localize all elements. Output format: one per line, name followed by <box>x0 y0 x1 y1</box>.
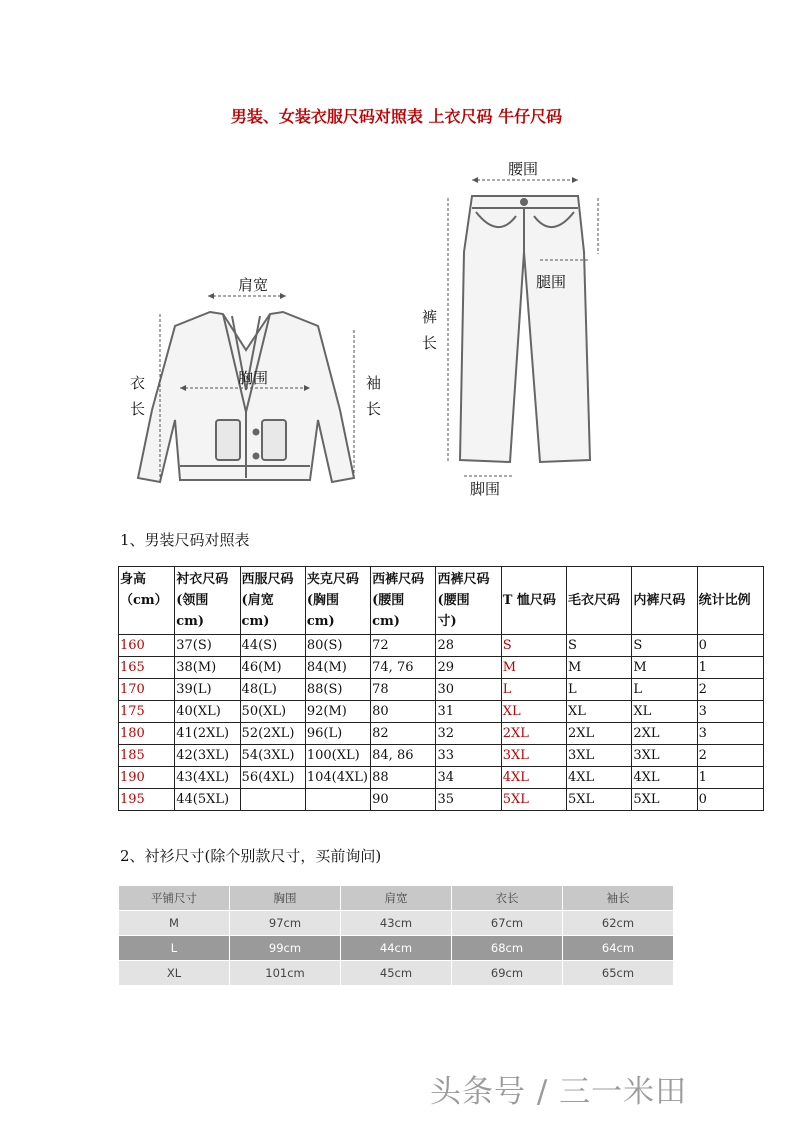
table-cell <box>240 789 305 811</box>
table-cell: 68cm <box>452 936 562 960</box>
column-header <box>501 567 566 635</box>
table-cell: 34 <box>436 767 501 789</box>
column-header-line: 内裤尺码 <box>633 593 686 608</box>
table-cell: 50(XL) <box>240 701 305 723</box>
table-cell: 54(3XL) <box>240 745 305 767</box>
table-row <box>119 701 764 723</box>
table-cell: 3XL <box>501 745 566 767</box>
table-cell: 72 <box>371 635 436 657</box>
table-cell: 35 <box>436 789 501 811</box>
pants-length-label-1: 裤 <box>422 308 438 326</box>
column-header-line: 身高 <box>120 572 147 587</box>
table-row <box>119 635 764 657</box>
table-cell <box>305 789 370 811</box>
table-cell: 3XL <box>632 745 697 767</box>
column-header-line: (胸围 <box>306 593 339 608</box>
column-header <box>697 567 763 635</box>
pants-length-label-2: 长 <box>422 334 438 352</box>
table-cell: 41(2XL) <box>175 723 240 745</box>
column-header: 衣长 <box>452 886 562 910</box>
waist-label: 腰围 <box>508 160 539 178</box>
table-cell: 33 <box>436 745 501 767</box>
table-cell: 52(2XL) <box>240 723 305 745</box>
table-cell: 185 <box>119 745 175 767</box>
table-cell: 44cm <box>341 936 451 960</box>
table-cell: 2XL <box>501 723 566 745</box>
table-header-row <box>119 567 764 635</box>
table-cell: S <box>632 635 697 657</box>
column-header-line: 衬衣尺码 <box>176 572 229 587</box>
jacket-length-label-1: 衣 <box>130 374 146 392</box>
table-cell: XL <box>567 701 632 723</box>
table-cell: 38(M) <box>175 657 240 679</box>
table-cell: 175 <box>119 701 175 723</box>
table-row <box>119 767 764 789</box>
table-row <box>119 911 673 935</box>
column-header: 平铺尺寸 <box>119 886 229 910</box>
table-cell: 165 <box>119 657 175 679</box>
shoulder-width-label: 肩宽 <box>238 276 269 294</box>
table-cell: L <box>501 679 566 701</box>
table-cell: XL <box>119 961 229 985</box>
table-cell: L <box>632 679 697 701</box>
table-cell: 104(4XL) <box>305 767 370 789</box>
table-cell: 5XL <box>501 789 566 811</box>
column-header <box>371 567 436 635</box>
table-cell: 5XL <box>567 789 632 811</box>
table-cell: 88 <box>371 767 436 789</box>
table-cell: 44(5XL) <box>175 789 240 811</box>
column-header-line: 西服尺码 <box>241 572 294 587</box>
column-header <box>305 567 370 635</box>
column-header-line: 统计比例 <box>698 593 751 608</box>
table-row <box>119 936 673 960</box>
table-cell: 45cm <box>341 961 451 985</box>
sleeve-length-label-1: 袖 <box>366 374 382 392</box>
table-cell: S <box>501 635 566 657</box>
column-header-line: 西裤尺码 <box>437 572 490 587</box>
table-row <box>119 679 764 701</box>
table-cell: 4XL <box>632 767 697 789</box>
column-header-line: 毛衣尺码 <box>568 593 621 608</box>
table-cell: 82 <box>371 723 436 745</box>
table-cell: 46(M) <box>240 657 305 679</box>
column-header-line: (领围 <box>176 593 209 608</box>
table-cell: 64cm <box>563 936 673 960</box>
table-cell: M <box>632 657 697 679</box>
table-cell: 0 <box>697 635 763 657</box>
table-row <box>119 723 764 745</box>
column-header-line: T 恤尺码 <box>502 593 556 608</box>
table-cell: 190 <box>119 767 175 789</box>
table-cell: 37(S) <box>175 635 240 657</box>
table-cell: 97cm <box>230 911 340 935</box>
table-cell: 31 <box>436 701 501 723</box>
table-cell: 170 <box>119 679 175 701</box>
table-cell: L <box>119 936 229 960</box>
column-header-line: cm) <box>241 614 270 629</box>
column-header-line: (肩宽 <box>241 593 274 608</box>
garment-measurement-diagram <box>120 150 620 510</box>
table-cell: 195 <box>119 789 175 811</box>
table-cell: 28 <box>436 635 501 657</box>
sleeve-length-label-2: 长 <box>366 400 382 418</box>
table-cell: XL <box>501 701 566 723</box>
column-header-line: （cm） <box>120 593 168 608</box>
column-header: 胸围 <box>230 886 340 910</box>
column-header-line: (腰围 <box>372 593 405 608</box>
table-cell: 40(XL) <box>175 701 240 723</box>
table-cell: 29 <box>436 657 501 679</box>
column-header-line: cm) <box>176 614 205 629</box>
page-title: 男装、女装衣服尺码对照表 上衣尺码 牛仔尺码 <box>230 107 563 126</box>
table-cell: 3 <box>697 723 763 745</box>
hem-label: 脚围 <box>470 480 501 498</box>
table-cell: 101cm <box>230 961 340 985</box>
table-row <box>119 789 764 811</box>
table-cell: 80(S) <box>305 635 370 657</box>
chest-label: 胸围 <box>238 369 269 387</box>
table-cell: 4XL <box>501 767 566 789</box>
table-row <box>119 961 673 985</box>
column-header: 肩宽 <box>341 886 451 910</box>
column-header-line: 寸) <box>437 614 457 629</box>
table-cell: 1 <box>697 657 763 679</box>
table-cell: 67cm <box>452 911 562 935</box>
table-cell: M <box>119 911 229 935</box>
table-cell: 43(4XL) <box>175 767 240 789</box>
column-header-line: cm) <box>372 614 400 629</box>
table-cell: 2 <box>697 679 763 701</box>
table-cell: 65cm <box>563 961 673 985</box>
mens-size-table <box>118 566 764 811</box>
table-row <box>119 745 764 767</box>
table-cell: XL <box>632 701 697 723</box>
table-cell: 2XL <box>632 723 697 745</box>
watermark: 头条号 / 三一米田 <box>430 1074 688 1110</box>
table-cell: 84(M) <box>305 657 370 679</box>
table-cell: 3XL <box>567 745 632 767</box>
jacket-illustration <box>138 312 354 482</box>
table-cell: 42(3XL) <box>175 745 240 767</box>
table-cell: 32 <box>436 723 501 745</box>
column-header-line: (腰围 <box>437 593 470 608</box>
table-cell: 2XL <box>567 723 632 745</box>
column-header <box>119 567 175 635</box>
table-cell: 62cm <box>563 911 673 935</box>
table-cell: 44(S) <box>240 635 305 657</box>
pants-illustration <box>460 196 590 462</box>
table-cell: 48(L) <box>240 679 305 701</box>
column-header: 袖长 <box>563 886 673 910</box>
table-cell: 69cm <box>452 961 562 985</box>
column-header <box>632 567 697 635</box>
column-header <box>436 567 501 635</box>
thigh-label: 腿围 <box>536 273 567 291</box>
table-cell: 88(S) <box>305 679 370 701</box>
table-cell: 30 <box>436 679 501 701</box>
table-cell: 78 <box>371 679 436 701</box>
table-cell: 80 <box>371 701 436 723</box>
table-cell: 5XL <box>632 789 697 811</box>
table-cell: 96(L) <box>305 723 370 745</box>
column-header-line: 西裤尺码 <box>372 572 425 587</box>
jacket-length-label-2: 长 <box>130 400 146 418</box>
table-cell: L <box>567 679 632 701</box>
table-cell: 3 <box>697 701 763 723</box>
column-header-line: 夹克尺码 <box>306 572 359 587</box>
table-cell: 100(XL) <box>305 745 370 767</box>
table-cell: M <box>567 657 632 679</box>
table-cell: 0 <box>697 789 763 811</box>
column-header <box>175 567 240 635</box>
column-header <box>240 567 305 635</box>
table-cell: 2 <box>697 745 763 767</box>
table-cell: 39(L) <box>175 679 240 701</box>
table-cell: M <box>501 657 566 679</box>
table-cell: 56(4XL) <box>240 767 305 789</box>
table-cell: 1 <box>697 767 763 789</box>
table-cell: 99cm <box>230 936 340 960</box>
table-row <box>119 657 764 679</box>
table-cell: 4XL <box>567 767 632 789</box>
table-cell: 180 <box>119 723 175 745</box>
section1-heading: 1、男装尺码对照表 <box>120 531 250 549</box>
table-cell: S <box>567 635 632 657</box>
table-cell: 92(M) <box>305 701 370 723</box>
column-header <box>567 567 632 635</box>
table-cell: 43cm <box>341 911 451 935</box>
table-cell: 160 <box>119 635 175 657</box>
table-cell: 84, 86 <box>371 745 436 767</box>
table-cell: 90 <box>371 789 436 811</box>
table-header-row <box>119 886 673 910</box>
shirt-size-table <box>118 885 674 986</box>
column-header-line: cm) <box>306 614 335 629</box>
section2-heading: 2、衬衫尺寸(除个别款尺寸，买前询问) <box>120 847 382 865</box>
table-cell: 74, 76 <box>371 657 436 679</box>
